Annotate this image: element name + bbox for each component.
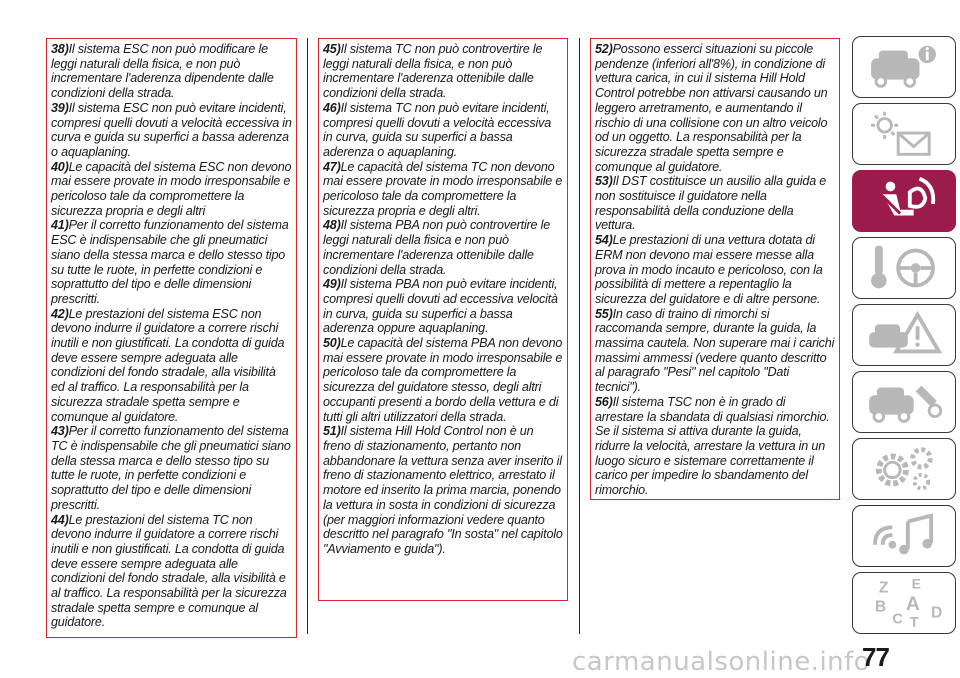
note-number: 48) xyxy=(323,218,341,233)
watermark: carmanualsonline.info xyxy=(572,647,871,677)
note-number: 39) xyxy=(51,100,69,115)
note-number: 40) xyxy=(51,159,69,174)
note-number: 51) xyxy=(323,424,341,439)
note-number: 54) xyxy=(595,233,613,248)
note-number: 46) xyxy=(323,100,341,115)
note-text: Le capacità del sistema PBA non devono mai essere provate in modo irresponsabile e pericoloso tale da compromettere la sicurezza del guidatore stesso, degli altri occupanti presenti a bordo della vettura e di tutti gli altri utilizzatori della strada. xyxy=(323,336,563,424)
index-letter: C xyxy=(892,611,903,628)
warning-note xyxy=(323,101,563,160)
notes-column-1 xyxy=(46,38,297,638)
warning-note xyxy=(595,42,835,174)
page-number: 77 xyxy=(862,642,889,672)
tab-technical-data[interactable] xyxy=(852,438,956,500)
note-text: Per il corretto funzionamento del sistema ESC è indispensabile che gli pneumatici siano della stessa marca e dello stesso tipo su tutte le ruote, in perfette condizioni e soprattutto del tipo e delle dimensioni prescritti. xyxy=(51,218,289,306)
gear-settings-icon xyxy=(853,439,955,499)
seat-safety-icon xyxy=(853,171,955,231)
index-letter: Z xyxy=(878,579,889,597)
tab-index[interactable] xyxy=(852,572,956,634)
notes-column-2 xyxy=(318,38,568,601)
note-text: Le capacità del sistema ESC non devono mai essere provate in modo irresponsabile e pericoloso tale da compromettere la sicurezza propria e degli altri xyxy=(51,159,292,218)
key-steering-wheel-icon xyxy=(853,238,955,298)
warning-note xyxy=(323,160,563,219)
car-maintenance-icon xyxy=(853,372,955,432)
warning-note xyxy=(323,336,563,424)
tab-maintenance[interactable] xyxy=(852,371,956,433)
car-info-icon xyxy=(853,37,955,97)
warning-note xyxy=(595,307,835,395)
warning-triangle-icon xyxy=(853,305,955,365)
index-letter: B xyxy=(874,598,887,616)
note-text: Le prestazioni di una vettura dotata di ERM non devono mai essere messe alla prova in modo incauto e pericoloso, con la possibilità di mettere a repentaglio la sicurezza del guidatore e di altre persone. xyxy=(595,233,823,306)
note-text: Il DST costituisce un ausilio alla guida e non sostituisce il guidatore nella responsabilità della conduzione della vettura. xyxy=(595,174,827,233)
warning-note xyxy=(51,307,292,425)
note-text: Le capacità del sistema TC non devono mai essere provate in modo irresponsabile e pericoloso tale da compromettere la sicurezza propria e degli altri. xyxy=(323,159,563,218)
tab-key-steering[interactable] xyxy=(852,237,956,299)
note-text: In caso di traino di rimorchi si raccomanda sempre, durante la guida, la massima cautela. Non superare mai i carichi massimi ammessi (vedere quanto descritto al paragrafo "Pesi" nel capitolo "Dati tecnici"). xyxy=(595,306,835,395)
warning-note xyxy=(595,395,835,498)
note-number: 42) xyxy=(51,306,69,321)
warning-note xyxy=(323,42,563,101)
tab-dashboard-lights[interactable] xyxy=(852,103,956,165)
warning-note xyxy=(51,424,292,512)
note-text: Il sistema ESC non può evitare incidenti, compresi quelli dovuti a velocità eccessiva in curva e guida su superfici a bassa aderenza o aquaplaning. xyxy=(51,100,292,159)
note-number: 55) xyxy=(595,306,613,321)
note-text: Le prestazioni del sistema ESC non devono indurre il guidatore a correre rischi inutili e non giustificati. La condotta di guida deve essere sempre adeguata alle condizioni del fondo stradale, alla visibilità ed al traffico. La responsabilità per la sicurezza stradale spetta sempre e comunque al guidatore. xyxy=(51,306,285,424)
note-number: 53) xyxy=(595,174,613,189)
alphabetical-index-icon xyxy=(853,573,955,633)
note-text: Il sistema TC non può controvertire le leggi naturali della fisica, e non può incrementare l'aderenza ottenibile dalle condizioni della strada. xyxy=(323,42,543,101)
warning-note xyxy=(51,101,292,160)
note-number: 47) xyxy=(323,159,341,174)
warning-note xyxy=(51,160,292,219)
warning-note xyxy=(51,42,292,101)
multimedia-icon xyxy=(853,506,955,566)
note-number: 50) xyxy=(323,336,341,351)
note-number: 52) xyxy=(595,42,613,56)
warning-note xyxy=(595,174,835,233)
note-text: Il sistema TSC non è in grado di arrestare la sbandata di qualsiasi rimorchio. Se il sistema si attiva durante la guida, ridurre la velocità, arrestare la vettura in un luogo sicuro e sistemare correttamente il carico per impedire lo sbandamento del rimorchio. xyxy=(595,394,830,498)
notes-column-3 xyxy=(590,38,840,500)
note-number: 43) xyxy=(51,424,69,439)
note-text: Il sistema Hill Hold Control non è un freno di stazionamento, pertanto non abbandonare la vettura senza aver inserito il freno di stazionamento elettrico, arrestato il motore ed inserito la prima marcia, ponendo la vettura in sosta in condizioni di sicurezza (per maggiori informazioni vedere quanto descritto nel paragrafo "In sosta" nel capitolo "Avviamento e guida"). xyxy=(323,424,563,556)
note-number: 41) xyxy=(51,218,69,233)
warning-note xyxy=(51,513,292,631)
note-number: 38) xyxy=(51,42,69,56)
tab-seat-safety[interactable] xyxy=(852,170,956,232)
column-divider-2 xyxy=(579,38,580,634)
tab-emergency[interactable] xyxy=(852,304,956,366)
note-text: Le prestazioni del sistema TC non devono indurre il guidatore a correre rischi inutili e non giustificati. La condotta di guida deve essere sempre adeguata alle condizioni del fondo stradale, alla visibilità e al traffico. La responsabilità per la sicurezza stradale spetta sempre e comunque al guidatore. xyxy=(51,512,287,630)
note-number: 45) xyxy=(323,42,341,56)
note-text: Possono esserci situazioni su piccole pendenze (inferiori all'8%), in condizione di vettura carica, in cui il sistema Hill Hold Control potrebbe non attivarsi causando un leggero arretramento, e aumentando il rischio di una collisione con un altro veicolo od un oggetto. La responsabilità per la sicurezza stradale spetta sempre e comunque al guidatore. xyxy=(595,42,828,174)
note-text: Per il corretto funzionamento del sistema TC è indispensabile che gli pneumatici siano della stessa marca e dello stesso tipo su tutte le ruote, in perfette condizioni e soprattutto del tipo e delle dimensioni prescritti. xyxy=(51,424,291,512)
index-letter: A xyxy=(905,592,920,615)
warning-note xyxy=(51,218,292,306)
warning-note xyxy=(323,218,563,277)
warning-note xyxy=(323,277,563,336)
index-letter: D xyxy=(931,604,943,622)
note-number: 49) xyxy=(323,277,341,292)
tab-car-info[interactable] xyxy=(852,36,956,98)
index-letter: E xyxy=(911,576,921,592)
note-text: Il sistema PBA non può controvertire le leggi naturali della fisica e non può incrementare l'aderenza ottenibile dalle condizioni della strada. xyxy=(323,218,551,277)
note-text: Il sistema ESC non può modificare le leggi naturali della fisica, e non può incrementare l'aderenza dipendente dalle condizioni della strada. xyxy=(51,42,274,101)
index-letter: T xyxy=(909,615,919,632)
warning-note xyxy=(595,233,835,307)
dashboard-lights-icon xyxy=(853,104,955,164)
note-number: 44) xyxy=(51,512,69,527)
warning-note xyxy=(323,424,563,556)
chapter-tabs xyxy=(852,36,956,639)
column-divider-1 xyxy=(307,38,308,634)
note-number: 56) xyxy=(595,394,613,409)
note-text: Il sistema TC non può evitare incidenti, compresi quelli dovuti a velocità eccessiva in curva, guida su superfici a bassa aderenza o aquaplaning. xyxy=(323,100,551,159)
tab-multimedia[interactable] xyxy=(852,505,956,567)
note-text: Il sistema PBA non può evitare incidenti, compresi quelli dovuti ad eccessiva velocità in curva, guida su superfici a bassa aderenza oppure aquaplaning. xyxy=(323,277,558,336)
